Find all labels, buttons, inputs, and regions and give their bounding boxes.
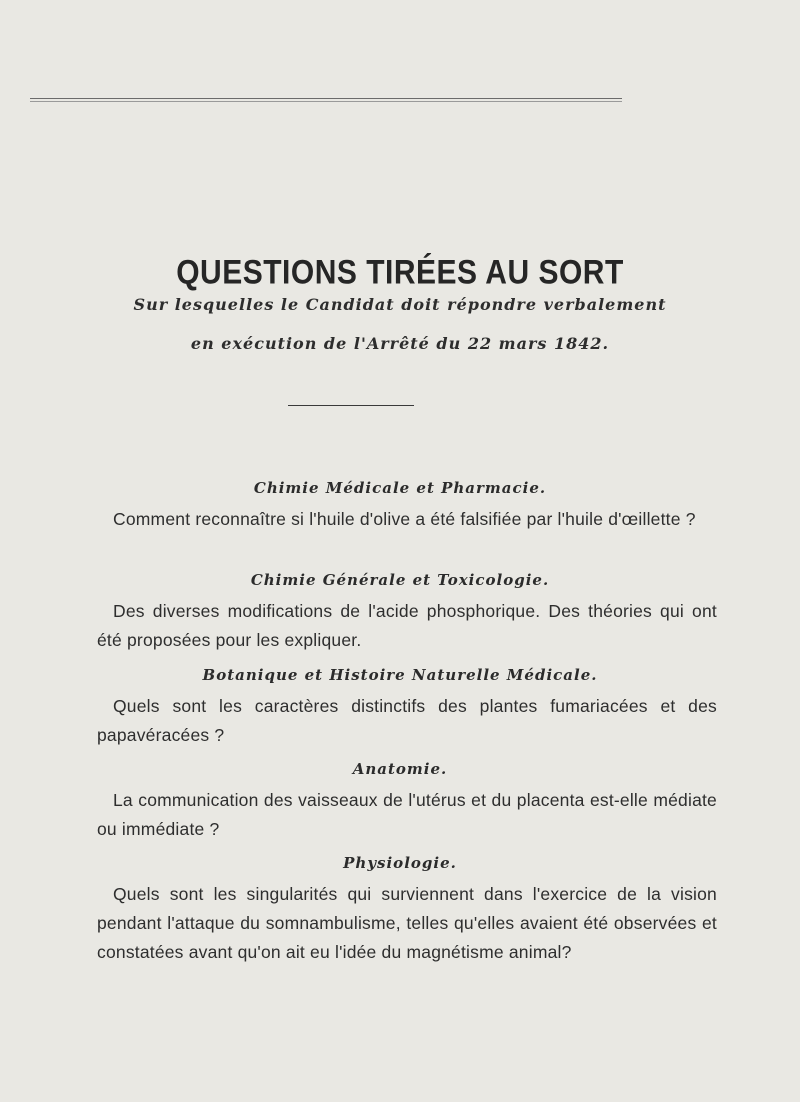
question-physiologie — [97, 880, 717, 967]
question-text: Comment reconnaître si l'huile d'olive a été falsifiée par l'huile d'œillette ? — [113, 509, 696, 529]
question-text: Quels sont les singularités qui surviennent dans l'exercice de la vision pendant l'attaque du somnambulisme, telles qu'elles avaient été observées et constatées avant qu'on ait eu l'idée du magnétisme animal? — [97, 884, 717, 962]
question-botanique — [97, 692, 717, 750]
subtitle-line-1: Sur lesquelles le Candidat doit répondre verbalement — [133, 295, 667, 314]
top-rule — [30, 98, 622, 99]
section-heading-chimie-medicale: Chimie Médicale et Pharmacie. — [253, 479, 547, 497]
section-heading-chimie-generale: Chimie Générale et Toxicologie. — [250, 571, 550, 589]
question-text: La communication des vaisseaux de l'utérus et du placenta est-elle médiate ou immédiate ? — [97, 790, 717, 839]
top-rule-secondary — [30, 101, 622, 102]
section-heading-botanique: Botanique et Histoire Naturelle Médicale. — [202, 666, 598, 684]
subtitle-line-2: en exécution de l'Arrêté du 22 mars 1842. — [190, 334, 610, 353]
section-heading-anatomie: Anatomie. — [352, 760, 448, 778]
question-anatomie — [97, 786, 717, 844]
question-text: Des diverses modifications de l'acide phosphorique. Des théories qui ont été proposées pour les expliquer. — [97, 601, 717, 650]
section-heading-physiologie: Physiologie. — [343, 854, 457, 872]
question-chimie-medicale — [97, 505, 717, 534]
page-title: QUESTIONS TIRÉES AU SORT — [176, 253, 624, 292]
divider-rule — [288, 405, 414, 406]
question-chimie-generale — [97, 597, 717, 655]
question-text: Quels sont les caractères distinctifs des plantes fumariacées et des papavéracées ? — [97, 696, 717, 745]
